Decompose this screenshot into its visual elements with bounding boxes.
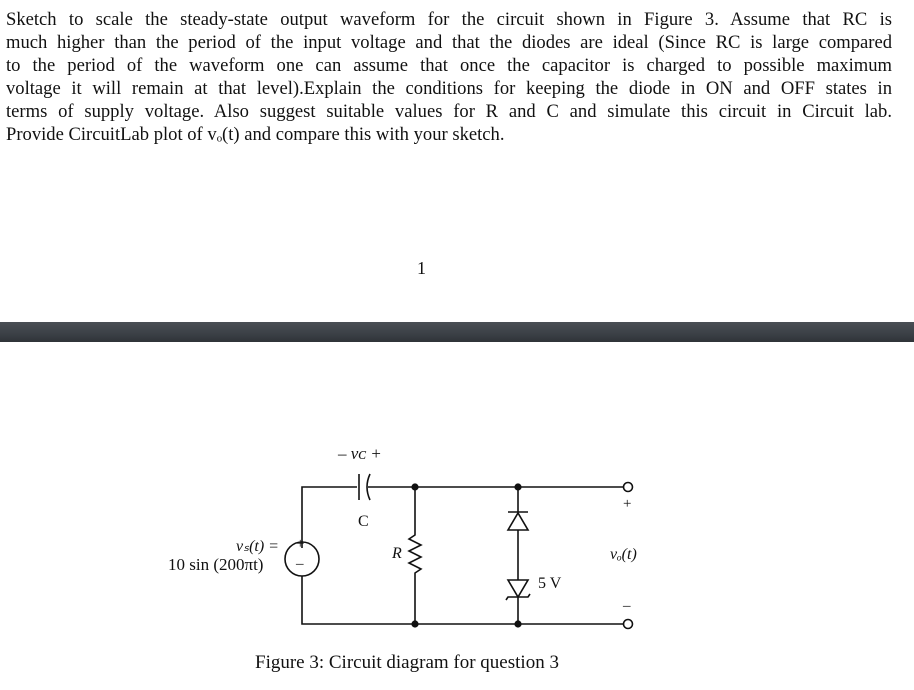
- node-dot: [411, 620, 418, 627]
- node-dot: [411, 483, 418, 490]
- output-voltage-label: vₒ(t): [610, 546, 637, 563]
- source-label-bottom: 10 sin (200πt): [168, 555, 264, 574]
- diode-triangle: [508, 513, 528, 530]
- output-plus-sign: +: [623, 496, 632, 512]
- problem-line: terms of supply voltage. Also suggest suitable values for R and C and simulate this circuit in Circuit lab.: [6, 101, 892, 122]
- output-terminal-bottom: [624, 620, 633, 629]
- resistor-zigzag: [409, 487, 421, 624]
- output-terminal-top: [624, 483, 633, 492]
- problem-line: voltage it will remain at that level).Explain the conditions for keeping the diode in ON and OFF states in: [6, 78, 892, 99]
- problem-line: to the period of the waveform one can assume that once the capacitor is charged to possible maximum: [6, 55, 892, 76]
- figure-caption: Figure 3: Circuit diagram for question 3: [255, 652, 559, 673]
- wire-bottom: [302, 576, 628, 624]
- zener-triangle: [508, 580, 528, 597]
- node-dot: [514, 483, 521, 490]
- capacitor-voltage-label: – vᴄ +: [338, 444, 382, 463]
- problem-line: Provide CircuitLab plot of vₒ(t) and compare this with your sketch.: [6, 124, 505, 145]
- output-minus-sign: –: [623, 598, 631, 614]
- source-label-top: vₛ(t) =: [236, 538, 279, 555]
- page-number: 1: [417, 258, 426, 278]
- source-minus-sign: –: [296, 556, 304, 572]
- problem-line: Sketch to scale the steady-state output waveform for the circuit shown in Figure 3. Assume that RC is: [6, 9, 892, 30]
- wire-top-left: [302, 487, 357, 548]
- problem-line: much higher than the period of the input voltage and that the diodes are ideal (Since RC is large compared: [6, 32, 892, 53]
- node-dot: [514, 620, 521, 627]
- source-plus-sign: +: [296, 536, 305, 552]
- zener-voltage-label: 5 V: [538, 575, 562, 592]
- resistor-label: R: [392, 545, 402, 562]
- capacitor-label: C: [358, 513, 369, 530]
